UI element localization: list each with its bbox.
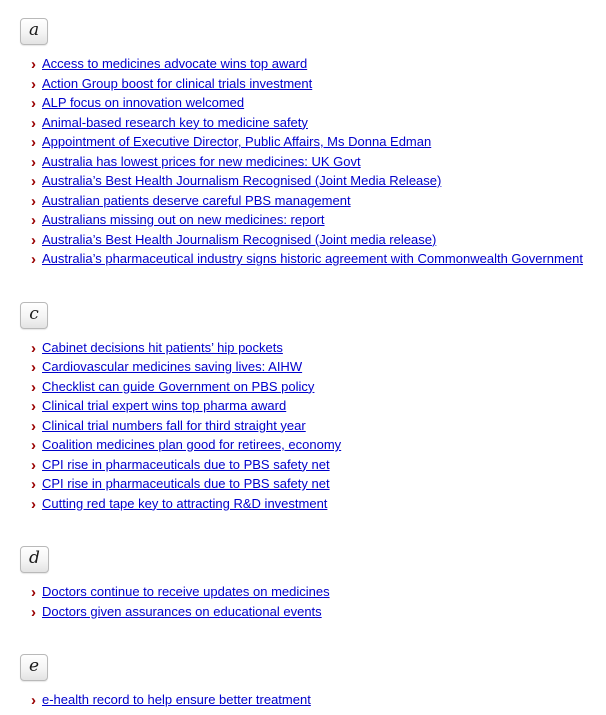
list-item [31,357,606,377]
letter-heading: c [20,302,48,329]
index-list [20,18,606,710]
section-items [20,338,606,514]
list-item [31,377,606,397]
list-item [31,54,606,74]
chevron-right-icon: › [31,692,36,709]
list-item [31,396,606,416]
chevron-right-icon: › [31,192,36,210]
list-item [31,74,606,94]
chevron-right-icon: › [31,378,36,396]
chevron-right-icon: › [31,417,36,435]
chevron-right-icon: › [31,231,36,249]
list-item [31,171,606,191]
article-link[interactable]: Cabinet decisions hit patients’ hip pockets [42,339,283,355]
list-item [31,230,606,250]
letter-heading: d [20,546,49,573]
list-item [31,582,606,602]
letter-section [20,302,606,514]
article-link[interactable]: Doctors given assurances on educational events [42,603,322,619]
article-link[interactable]: Doctors continue to receive updates on medicines [42,584,330,599]
article-link[interactable]: Australia has lowest prices for new medicines: UK Govt [42,153,361,169]
letter-heading: e [20,654,48,681]
list-item [31,455,606,475]
article-link[interactable]: Cardiovascular medicines saving lives: AIHW [42,359,303,374]
list-item [31,435,606,455]
chevron-right-icon: › [31,173,36,190]
chevron-right-icon: › [31,584,36,601]
article-link[interactable]: Checklist can guide Government on PBS policy [42,378,315,394]
chevron-right-icon: › [31,251,36,268]
letter-section [20,18,606,269]
article-link[interactable]: Australians missing out on new medicines: report [42,212,325,227]
chevron-right-icon: › [31,95,36,112]
chevron-right-icon: › [31,212,36,229]
article-link[interactable]: Action Group boost for clinical trials investment [42,75,313,91]
chevron-right-icon: › [31,339,36,357]
list-item [31,494,606,514]
article-link[interactable]: Cutting red tape key to attracting R&D investment [42,495,328,511]
letter-section [20,654,606,710]
chevron-right-icon: › [31,359,36,376]
chevron-right-icon: › [31,153,36,171]
list-item [31,93,606,113]
chevron-right-icon: › [31,476,36,493]
chevron-right-icon: › [31,437,36,454]
article-link[interactable]: Access to medicines advocate wins top award [42,56,308,71]
list-item [31,474,606,494]
list-item [31,191,606,211]
article-link[interactable]: CPI rise in pharmaceuticals due to PBS safety net [42,456,330,472]
article-link[interactable]: Australia’s pharmaceutical industry signs historic agreement with Commonwealth Government [42,251,583,266]
letter-section [20,546,606,621]
list-item [31,416,606,436]
section-items [20,582,606,621]
chevron-right-icon: › [31,495,36,513]
section-items [20,54,606,269]
article-link[interactable]: Animal-based research key to medicine safety [42,114,308,130]
section-items [20,690,606,710]
list-item [31,602,606,622]
article-link[interactable]: Clinical trial expert wins top pharma award [42,398,287,413]
article-link[interactable]: Appointment of Executive Director, Public Affairs, Ms Donna Edman [42,134,432,149]
article-link[interactable]: Australia’s Best Health Journalism Recognised (Joint Media Release) [42,173,442,188]
list-item [31,338,606,358]
article-link[interactable]: Australia’s Best Health Journalism Recognised (Joint media release) [42,231,437,247]
article-link[interactable]: CPI rise in pharmaceuticals due to PBS safety net [42,476,330,491]
list-item [31,113,606,133]
chevron-right-icon: › [31,603,36,621]
chevron-right-icon: › [31,134,36,151]
chevron-right-icon: › [31,456,36,474]
article-link[interactable]: Coalition medicines plan good for retirees, economy [42,437,342,452]
list-item [31,249,606,269]
list-item [31,132,606,152]
chevron-right-icon: › [31,114,36,132]
list-item [31,210,606,230]
chevron-right-icon: › [31,398,36,415]
article-link[interactable]: Australian patients deserve careful PBS management [42,192,351,208]
list-item [31,690,606,710]
article-link[interactable]: Clinical trial numbers fall for third straight year [42,417,306,433]
article-link[interactable]: e-health record to help ensure better treatment [42,692,311,707]
letter-heading: a [20,18,48,45]
article-link[interactable]: ALP focus on innovation welcomed [42,95,245,110]
chevron-right-icon: › [31,75,36,93]
chevron-right-icon: › [31,56,36,73]
list-item [31,152,606,172]
